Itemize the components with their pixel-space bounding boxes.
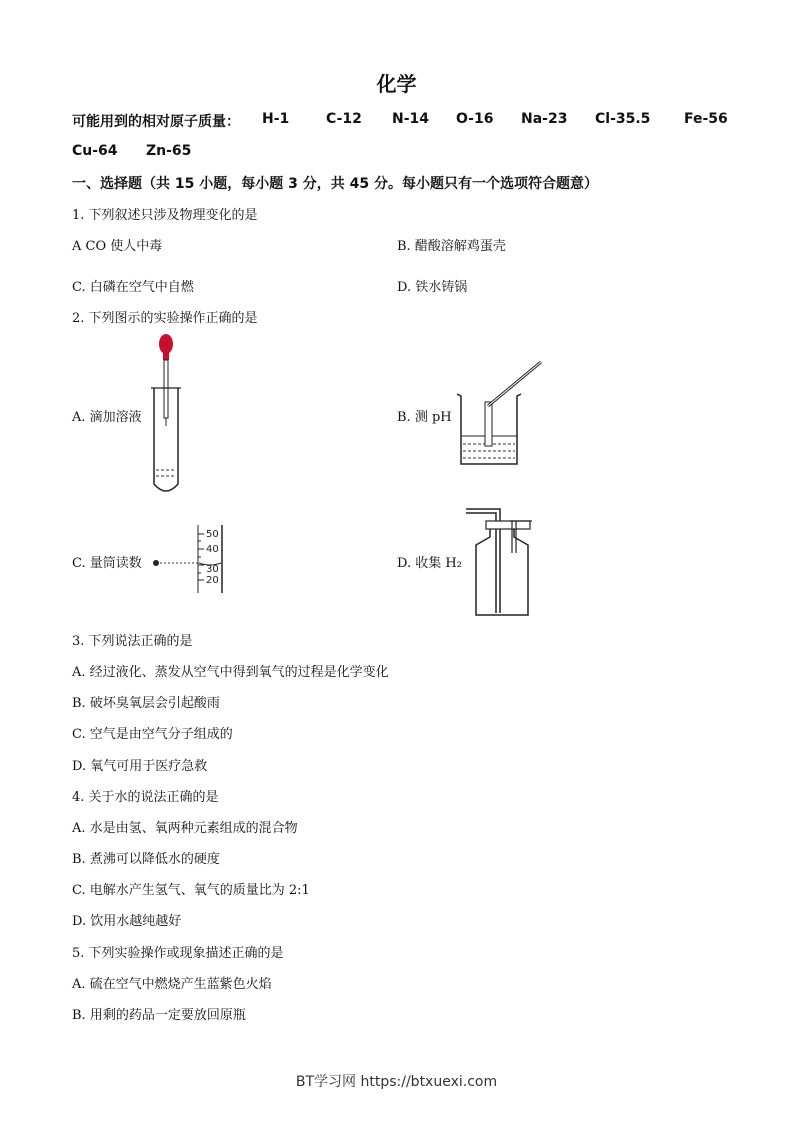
atomic-mass-o: O-16: [456, 111, 494, 127]
cylinder-tick-30: 30: [206, 564, 219, 575]
gas-bottle-diagram: [462, 503, 542, 618]
atomic-mass-c: C-12: [326, 111, 362, 127]
question-4-stem: 4. 关于水的说法正确的是: [72, 790, 219, 805]
beaker-ph-diagram: [455, 358, 545, 468]
atomic-mass-cu: Cu-64: [72, 143, 118, 159]
question-1-option-b: B. 醋酸溶解鸡蛋壳: [397, 239, 506, 254]
question-2-option-c: C. 量筒读数: [72, 556, 142, 571]
cylinder-tick-20: 20: [206, 575, 219, 586]
question-1-option-c: C. 白磷在空气中自燃: [72, 280, 194, 295]
question-3-option-c: C. 空气是由空气分子组成的: [72, 727, 233, 742]
cylinder-tick-50: 50: [206, 529, 219, 540]
question-1-stem: 1. 下列叙述只涉及物理变化的是: [72, 208, 258, 223]
eye-icon: [153, 560, 159, 566]
atomic-mass-zn: Zn-65: [146, 143, 192, 159]
question-1-option-a: A CO 使人中毒: [72, 239, 163, 254]
question-4-option-b: B. 煮沸可以降低水的硬度: [72, 852, 220, 867]
atomic-mass-na: Na-23: [521, 111, 568, 127]
footer-watermark: BT学习网 https://btxuexi.com: [295, 1074, 498, 1090]
question-4-option-a: A. 水是由氢、氧两种元素组成的混合物: [72, 821, 298, 836]
cylinder-tick-40: 40: [206, 544, 219, 555]
atomic-mass-fe: Fe-56: [684, 111, 728, 127]
question-3-option-a: A. 经过液化、蒸发从空气中得到氧气的过程是化学变化: [72, 665, 389, 680]
graduated-cylinder-diagram: [150, 523, 230, 595]
question-2-option-d: D. 收集 H₂: [397, 556, 462, 571]
question-5-stem: 5. 下列实验操作或现象描述正确的是: [72, 946, 284, 961]
question-1-option-d: D. 铁水铸锅: [397, 280, 468, 295]
section-heading: 一、选择题（共 15 小题，每小题 3 分，共 45 分。每小题只有一个选项符合题意）: [72, 176, 598, 192]
atomic-mass-cl: Cl-35.5: [595, 111, 651, 127]
question-3-stem: 3. 下列说法正确的是: [72, 634, 193, 649]
question-3-option-d: D. 氧气可用于医疗急救: [72, 759, 208, 774]
question-5-option-a: A. 硫在空气中燃烧产生蓝紫色火焰: [72, 977, 272, 992]
question-2-option-b: B. 测 pH: [397, 410, 452, 425]
atomic-mass-n: N-14: [392, 111, 430, 127]
question-3-option-b: B. 破坏臭氧层会引起酸雨: [72, 696, 220, 711]
question-2-stem: 2. 下列图示的实验操作正确的是: [72, 311, 258, 326]
atomic-mass-label: 可能用到的相对原子质量：: [72, 114, 240, 130]
dropper-test-tube-diagram: [148, 330, 188, 500]
question-5-option-b: B. 用剩的药品一定要放回原瓶: [72, 1008, 246, 1023]
question-4-option-d: D. 饮用水越纯越好: [72, 914, 182, 929]
question-2-option-a: A. 滴加溶液: [72, 410, 142, 425]
page-title: 化学: [376, 72, 417, 96]
atomic-mass-h: H-1: [262, 111, 290, 127]
question-4-option-c: C. 电解水产生氢气、氧气的质量比为 2:1: [72, 883, 310, 898]
